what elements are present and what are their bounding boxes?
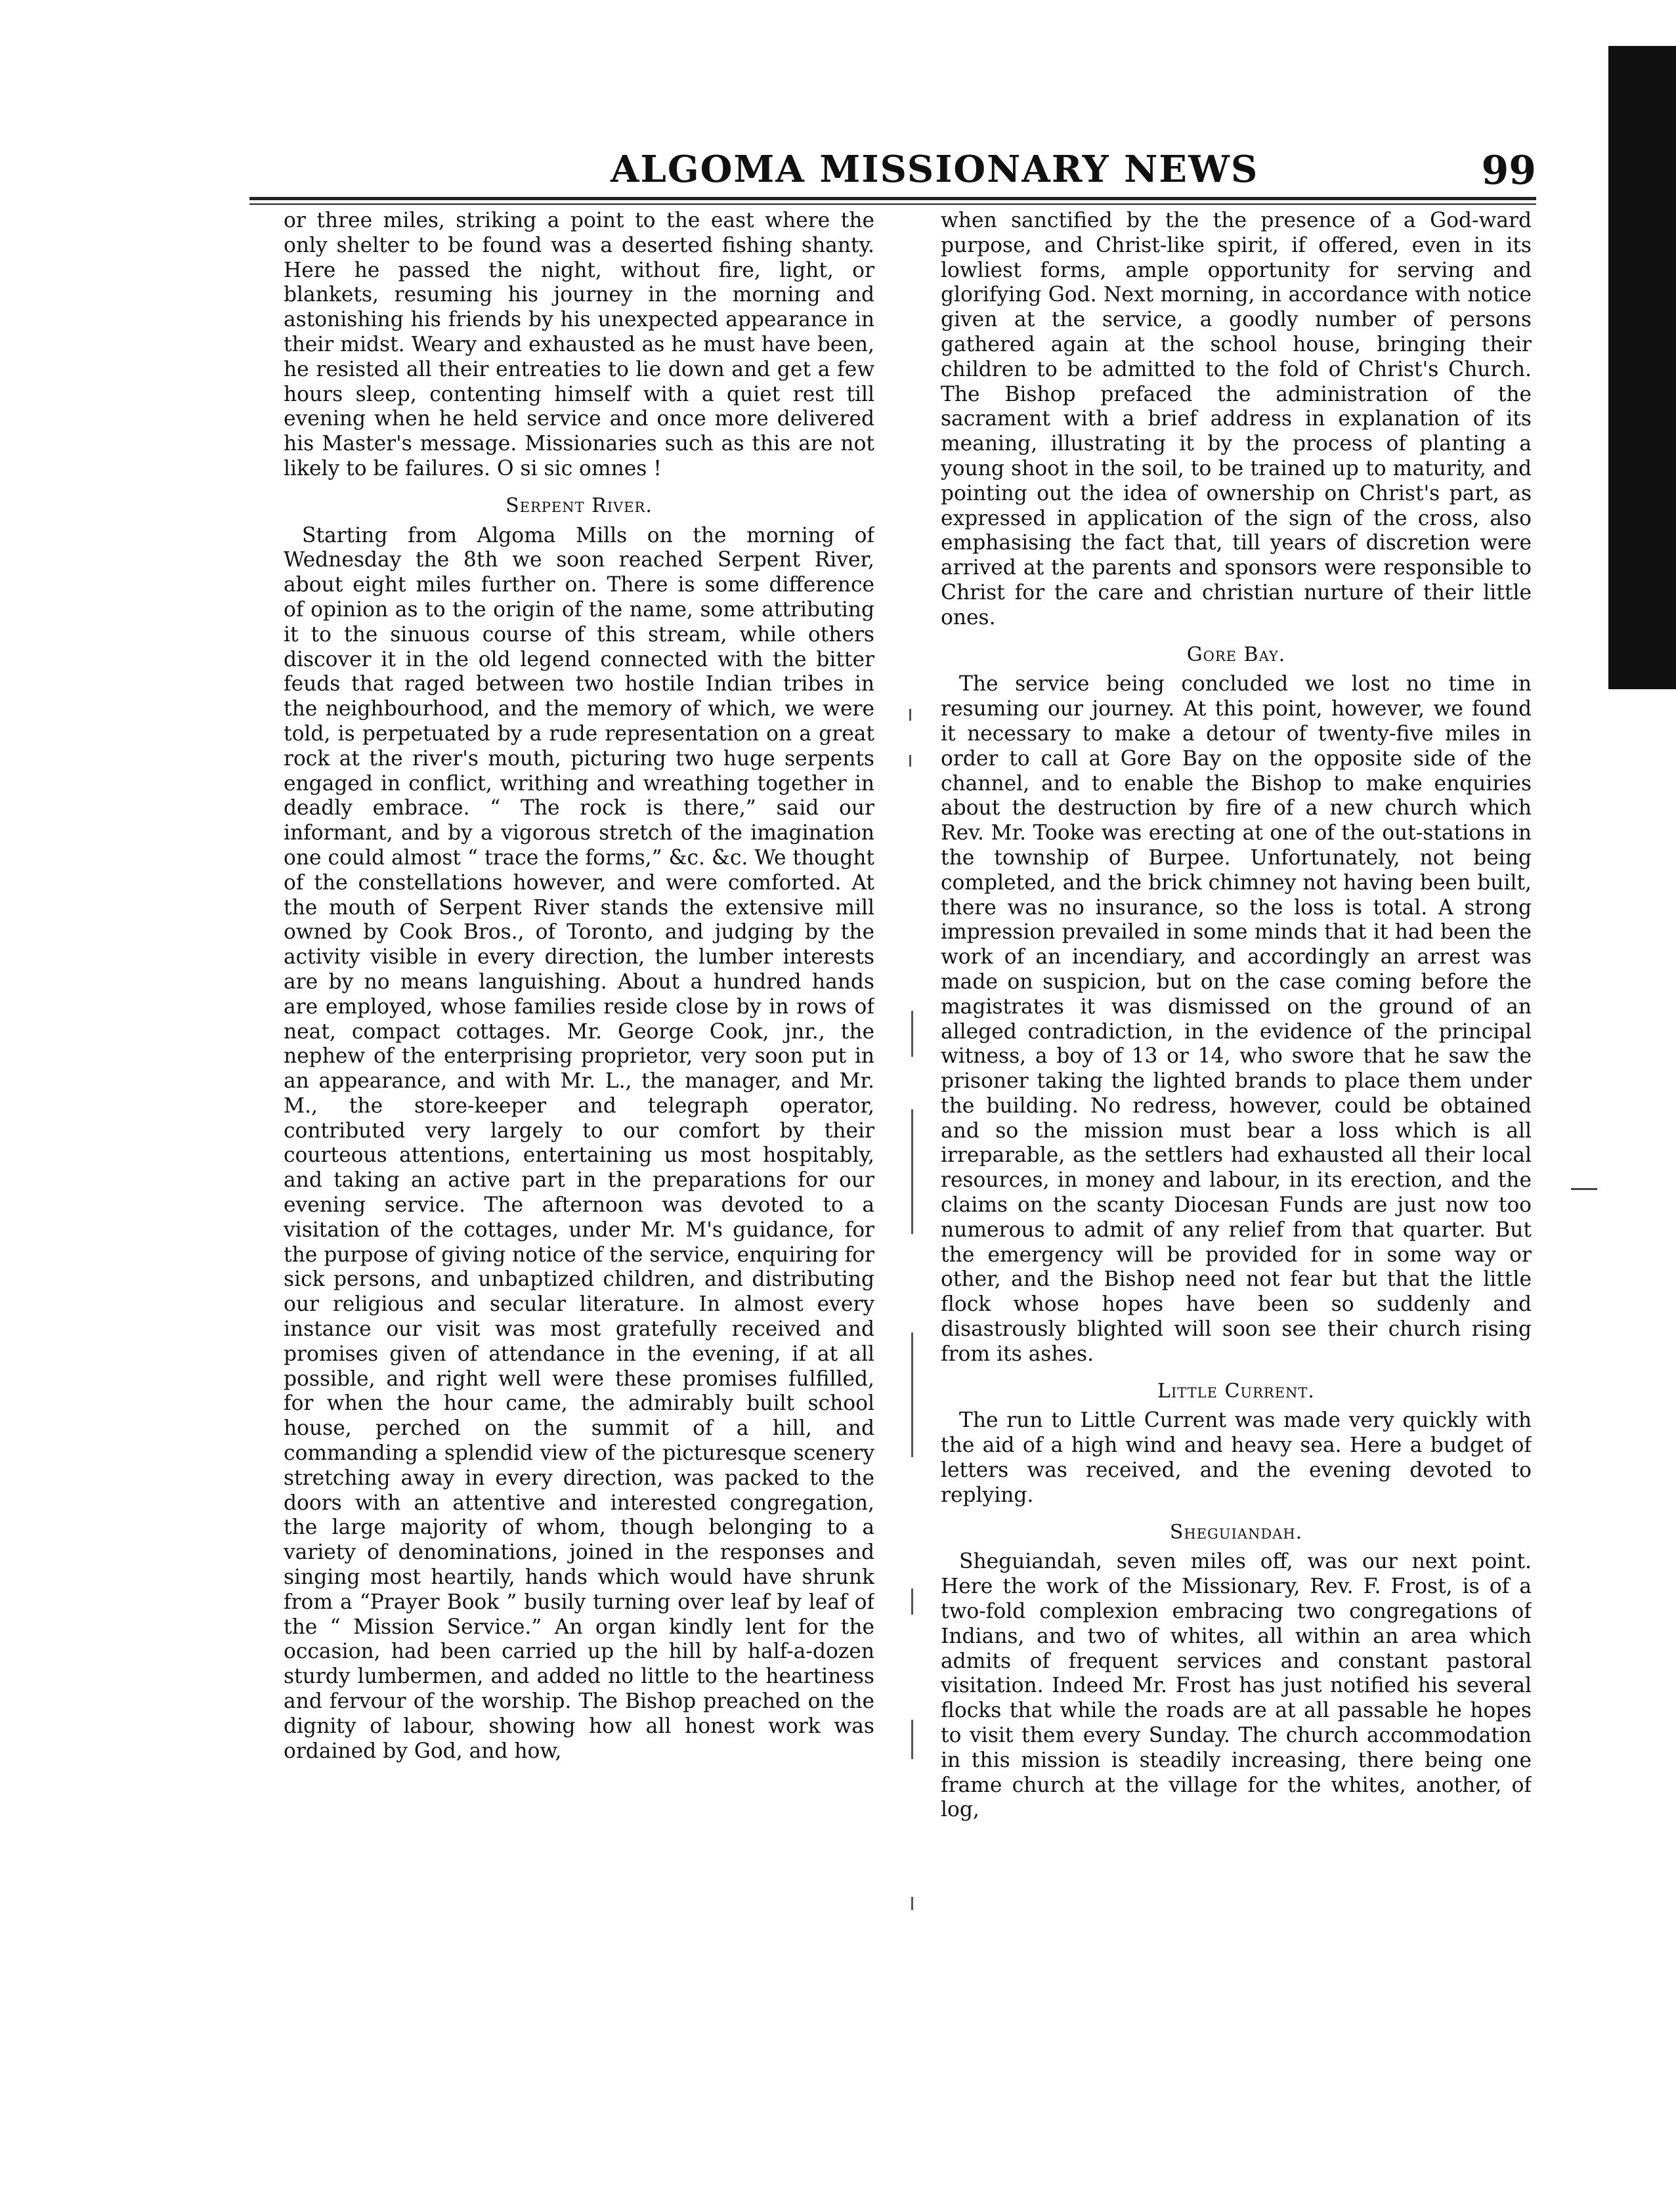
margin-mark: [911, 1897, 913, 1910]
section-heading-serpent-river: Serpent River.: [505, 494, 653, 517]
paragraph: when sanctified by the the presence of a God-ward purpose, and Christ-like spirit, if offered, even in its lowliest forms, ample opportunity for serving and glorifying God. Next morning, in accordance with notice given at the service, a goodly number of persons gathered again at the school house, bringing their children to be admitted to the fold of Christ's Church. The Bishop prefaced the administration of the sacrament with a brief address in explanation of its meaning, illustrating it by the process of planting a young shoot in the soil, to be trained up to maturity, and pointing out the idea of ownership on Christ's part, as expressed in application of the sign of the cross, also emphasising the fact that, till years of discretion were arrived at the parents and sponsors were responsible to Christ for the care and christian nurture of their little ones.: [941, 209, 1532, 629]
margin-mark: [909, 709, 911, 721]
margin-mark: [911, 1011, 913, 1057]
page-number: 99: [1481, 148, 1536, 194]
margin-dash: [1571, 1188, 1597, 1190]
right-column: [941, 209, 1532, 2152]
journal-title: ALGOMA MISSIONARY NEWS: [611, 148, 1259, 191]
paragraph: Sheguiandah, seven miles off, was our next point. Here the work of the Missionary, Rev. F. Frost, is of a two-fold complexion embracing two congregations of Indians, and two of whites, all within an area which admits of frequent services and constant pastoral visitation. Indeed Mr. Frost has just notified his several flocks that while the roads are at all passable he hopes to visit them every Sunday. The church accommodation in this mission is steadily increasing, there being one frame church at the village for the whites, another, of log,: [941, 1550, 1532, 1822]
margin-mark: [911, 1332, 913, 1457]
section-heading-sheguiandah: Sheguiandah.: [1169, 1520, 1303, 1544]
section-heading-gore-bay: Gore Bay.: [1186, 643, 1286, 666]
header-rule-thin: [249, 203, 1536, 205]
running-header: [249, 148, 1536, 194]
header-rule: [249, 197, 1536, 200]
scan-edge-bar: [1608, 46, 1676, 689]
left-column: [284, 209, 874, 2152]
paragraph: or three miles, striking a point to the east where the only shelter to be found was a deserted fishing shanty. Here he passed the night, without fire, light, or blankets, resuming his journey in the morning and astonishing his friends by his unexpected appearance in their midst. Weary and exhausted as he must have been, he resisted all their entreaties to lie down and get a few hours sleep, contenting himself with a quiet rest till evening when he held service and once more delivered his Master's message. Missionaries such as this are not likely to be failures. O si sic omnes !: [284, 209, 874, 480]
margin-mark: [911, 1720, 913, 1759]
margin-mark: [911, 1109, 913, 1234]
paragraph: The service being concluded we lost no time in resuming our journey. At this point, however, we found it necessary to make a detour of twenty-five miles in order to call at Gore Bay on the opposite side of the channel, and to enable the Bishop to make enquiries about the destruction by fire of a new church which Rev. Mr. Tooke was erecting at one of the out-stations in the township of Burpee. Unfortunately, not being completed, and the brick chimney not having been built, there was no insurance, so the loss is total. A strong impression prevailed in some minds that it had been the work of an incendiary, and accordingly an arrest was made on suspicion, but on the case coming before the magistrates it was dismissed on the ground of an alleged contradiction, in the evidence of the principal witness, a boy of 13 or 14, who swore that he saw the prisoner taking the lighted brands to place them under the building. No redress, however, could be obtained and so the mission must bear a loss which is all irreparable, as the settlers had exhausted all their local resources, in money and labour, in its erection, and the claims on the scanty Diocesan Funds are just now too numerous to admit of any relief from that quarter. But the emergency will be provided for in some way or other, and the Bishop need not fear but that the little flock whose hopes have been so suddenly and disastrously blighted will soon see their church rising from its ashes.: [941, 672, 1532, 1366]
paragraph: The run to Little Current was made very quickly with the aid of a high wind and heavy sea. Here a budget of letters was received, and the evening devoted to replying.: [941, 1409, 1532, 1507]
paragraph: Starting from Algoma Mills on the morning of Wednesday the 8th we soon reached Serpent River, about eight miles further on. There is some difference of opinion as to the origin of the name, some attributing it to the sinuous course of this stream, while others discover it in the old legend connected with the bitter feuds that raged between two hostile Indian tribes in the neighbourhood, and the memory of which, we were told, is perpetuated by a rude representation on a great rock at the river's mouth, picturing two huge serpents engaged in conflict, writhing and wreathing together in deadly embrace. “ The rock is there,” said our informant, and by a vigorous stretch of the imagination one could almost “ trace the forms,” &c. &c. We thought of the constellations however, and were comforted. At the mouth of Serpent River stands the extensive mill owned by Cook Bros., of Toronto, and judging by the activity visible in every direction, the lumber interests are by no means languishing. About a hundred hands are employed, whose families reside close by in rows of neat, compact cottages. Mr. George Cook, jnr., the nephew of the enterprising proprietor, very soon put in an appearance, and with Mr. L., the manager, and Mr. M., the store-keeper and telegraph operator, contributed very largely to our comfort by their courteous attentions, entertaining us most hospitably, and taking an active part in the preparations for our evening service. The afternoon was devoted to a visitation of the cottages, under Mr. M's guidance, for the purpose of giving notice of the service, enquiring for sick persons, and unbaptized children, and distributing our religious and secular literature. In almost every instance our visit was most gratefully received and promises given of attendance in the evening, if at all possible, and right well were these promises fulfilled, for when the hour came, the admirably built school house, perched on the summit of a hill, and commanding a splendid view of the picturesque scenery stretching away in every direction, was packed to the doors with an attentive and interested congregation, the large majority of whom, though belonging to a variety of denominations, joined in the responses and singing most heartily, hands which would have shrunk from a “Prayer Book ” busily turning over leaf by leaf of the “ Mission Service.” An organ kindly lent for the occasion, had been carried up the hill by half-a-dozen sturdy lumbermen, and added no little to the heartiness and fervour of the worship. The Bishop preached on the dignity of labour, showing how all honest work was ordained by God, and how,: [284, 523, 874, 1763]
margin-mark: [911, 1588, 913, 1615]
section-heading-little-current: Little Current.: [1157, 1379, 1315, 1403]
margin-mark: [909, 755, 911, 767]
